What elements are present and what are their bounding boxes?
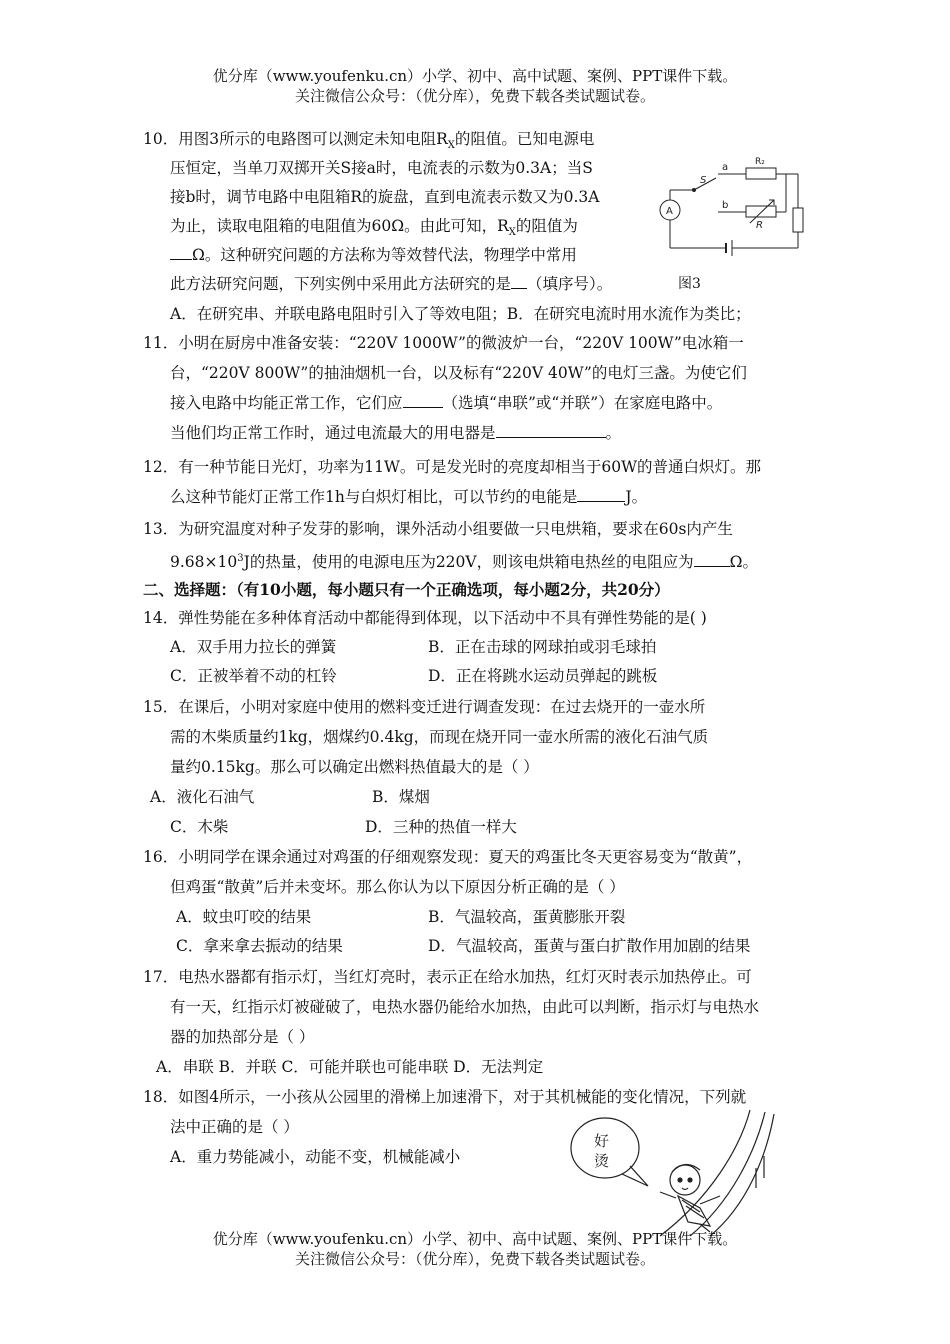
ammeter-label: A	[666, 206, 673, 217]
bubble-text-2: 烫	[594, 1152, 610, 1170]
q18-option-a: A．重力势能减小，动能不变，机械能减小	[170, 1148, 461, 1166]
q15-option-b: B．煤烟	[372, 788, 430, 806]
q16-line-1: 16．小明同学在课余通过对鸡蛋的仔细观察发现：夏天的鸡蛋比冬天更容易变为“散黄”，	[143, 848, 753, 866]
figure-3-caption: 图3	[678, 276, 701, 292]
q14-option-b: B．正在击球的网球拍或羽毛球拍	[428, 638, 657, 656]
q15-option-c: C．木柴	[170, 818, 229, 836]
q15-option-a: A．液化石油气	[150, 788, 255, 806]
header-line-1: 优分库（www.youfenku.cn）小学、初中、高中试题、案例、PPT课件下载。	[212, 67, 738, 85]
bubble-text-1: 好	[594, 1132, 610, 1150]
answer-blank	[577, 487, 625, 502]
q10-line-2: 压恒定，当单刀双掷开关S接a时，电流表的示数为0.3A；当S	[170, 159, 593, 177]
q13-line-2: $9.68\times 10^3J$的热量，使用的电源电压为220V，则该电烘箱电热丝的电阻应为 Ω。	[170, 553, 758, 572]
q14-stem: 14．弹性势能在多种体育活动中都能得到体现，以下活动中不具有弹性势能的是( )	[143, 609, 707, 627]
q18-line-2: 法中正确的是（ ）	[170, 1118, 299, 1136]
q10-line-3: 接b时，调节电路中电阻箱R的旋盘，直到电流表示数又为0.3A	[170, 188, 600, 206]
q10-options: A．在研究串、并联电路电阻时引入了等效电阻；B．在研究电流时用水流作为类比；	[170, 305, 751, 323]
section-2-heading: 二、选择题：（有10小题，每小题只有一个正确选项，每小题2分，共20分）	[143, 580, 670, 599]
q11-line-1: 11．小明在厨房中准备安装：“220V 1000W”的微波炉一台，“220V 100W”电冰箱一	[143, 334, 744, 352]
q11-line-4: 当他们均正常工作时，通过电流最大的用电器是 。	[170, 424, 622, 442]
q15-line-3: 量约0.15kg。那么可以确定出燃料热值最大的是（ ）	[170, 758, 539, 776]
figure-3-circuit	[650, 150, 810, 270]
q17-line-3: 器的加热部分是（ ）	[170, 1028, 315, 1046]
q17-line-2: 有一天，红指示灯被碰破了，电热水器仍能给水加热，由此可以判断，指示灯与电热水	[170, 998, 760, 1016]
rx-label: R₂	[755, 157, 765, 167]
q16-option-c: C．拿来拿去振动的结果	[176, 937, 343, 955]
q11-line-3: 接入电路中均能正常工作，它们应 （选填“串联”或“并联”）在家庭电路中。	[170, 394, 723, 412]
answer-blank	[511, 274, 527, 289]
q10-line-1: 10．用图3所示的电路图可以测定未知电阻$R_X$的阻值。已知电源电	[143, 130, 595, 152]
r-label: R	[756, 220, 763, 231]
q11-line-2: 台，“220V 800W”的抽油烟机一台，以及标有“220V 40W”的电灯三盏。为使它们	[170, 364, 747, 382]
header-line-2: 关注微信公众号：（优分库），免费下载各类试题试卷。	[294, 87, 655, 105]
q17-options: A．串联 B．并联 C．可能并联也可能串联 D．无法判定	[156, 1058, 544, 1076]
figure-4-slide-illustration	[560, 1108, 800, 1238]
q16-option-b: B．气温较高，蛋黄膨胀开裂	[428, 908, 626, 926]
q18-line-1: 18．如图4所示，一小孩从公园里的滑梯上加速滑下，对于其机械能的变化情况，下列就	[143, 1088, 747, 1106]
footer-line-2: 关注微信公众号：（优分库），免费下载各类试题试卷。	[294, 1250, 655, 1268]
answer-blank	[694, 552, 730, 567]
q12-line-2: 么这种节能灯正常工作1h与白炽灯相比，可以节约的电能是 J。	[170, 488, 648, 506]
q13-line-1: 13．为研究温度对种子发芽的影响，课外活动小组要做一只电烘箱，要求在60s内产生	[143, 520, 733, 538]
q15-line-1: 15．在课后，小明对家庭中使用的燃料变迁进行调查发现：在过去烧开的一壶水所	[143, 698, 706, 716]
q15-line-2: 需的木柴质量约1kg，烟煤约0.4kg，而现在烧开同一壶水所需的液化石油气质	[170, 728, 709, 746]
answer-blank	[403, 393, 443, 408]
answer-blank	[496, 423, 606, 438]
q12-line-1: 12．有一种节能日光灯，功率为11W。可是发光时的亮度却相当于60W的普通白炽灯。那	[143, 458, 762, 476]
answer-blank	[170, 245, 192, 260]
q16-option-d: D．气温较高，蛋黄与蛋白扩散作用加剧的结果	[428, 937, 751, 955]
q17-line-1: 17．电热水器都有指示灯，当红灯亮时，表示正在给水加热，红灯灭时表示加热停止。可	[143, 968, 752, 986]
q16-option-a: A．蚊虫叮咬的结果	[176, 908, 312, 926]
terminal-a-label: a	[722, 162, 729, 173]
switch-label: S	[700, 175, 707, 186]
q14-option-a: A．双手用力拉长的弹簧	[170, 638, 337, 656]
q10-line-4: 为止，读取电阻箱的电阻值为60Ω。由此可知，$R_X$的阻值为	[170, 217, 578, 239]
q10-line-6: 此方法研究问题，下列实例中采用此方法研究的是 （填序号）。	[170, 275, 613, 293]
q16-line-2: 但鸡蛋“散黄”后并未变坏。那么你认为以下原因分析正确的是（ ）	[170, 878, 625, 896]
q10-line-5: Ω。这种研究问题的方法称为等效替代法，物理学中常用	[170, 244, 577, 266]
terminal-b-label: b	[722, 200, 729, 211]
footer-line-1: 优分库（www.youfenku.cn）小学、初中、高中试题、案例、PPT课件下载。	[212, 1230, 738, 1248]
q14-option-c: C．正被举着不动的杠铃	[170, 667, 337, 685]
q15-option-d: D．三种的热值一样大	[365, 818, 517, 836]
q14-option-d: D．正在将跳水运动员弹起的跳板	[428, 667, 658, 685]
